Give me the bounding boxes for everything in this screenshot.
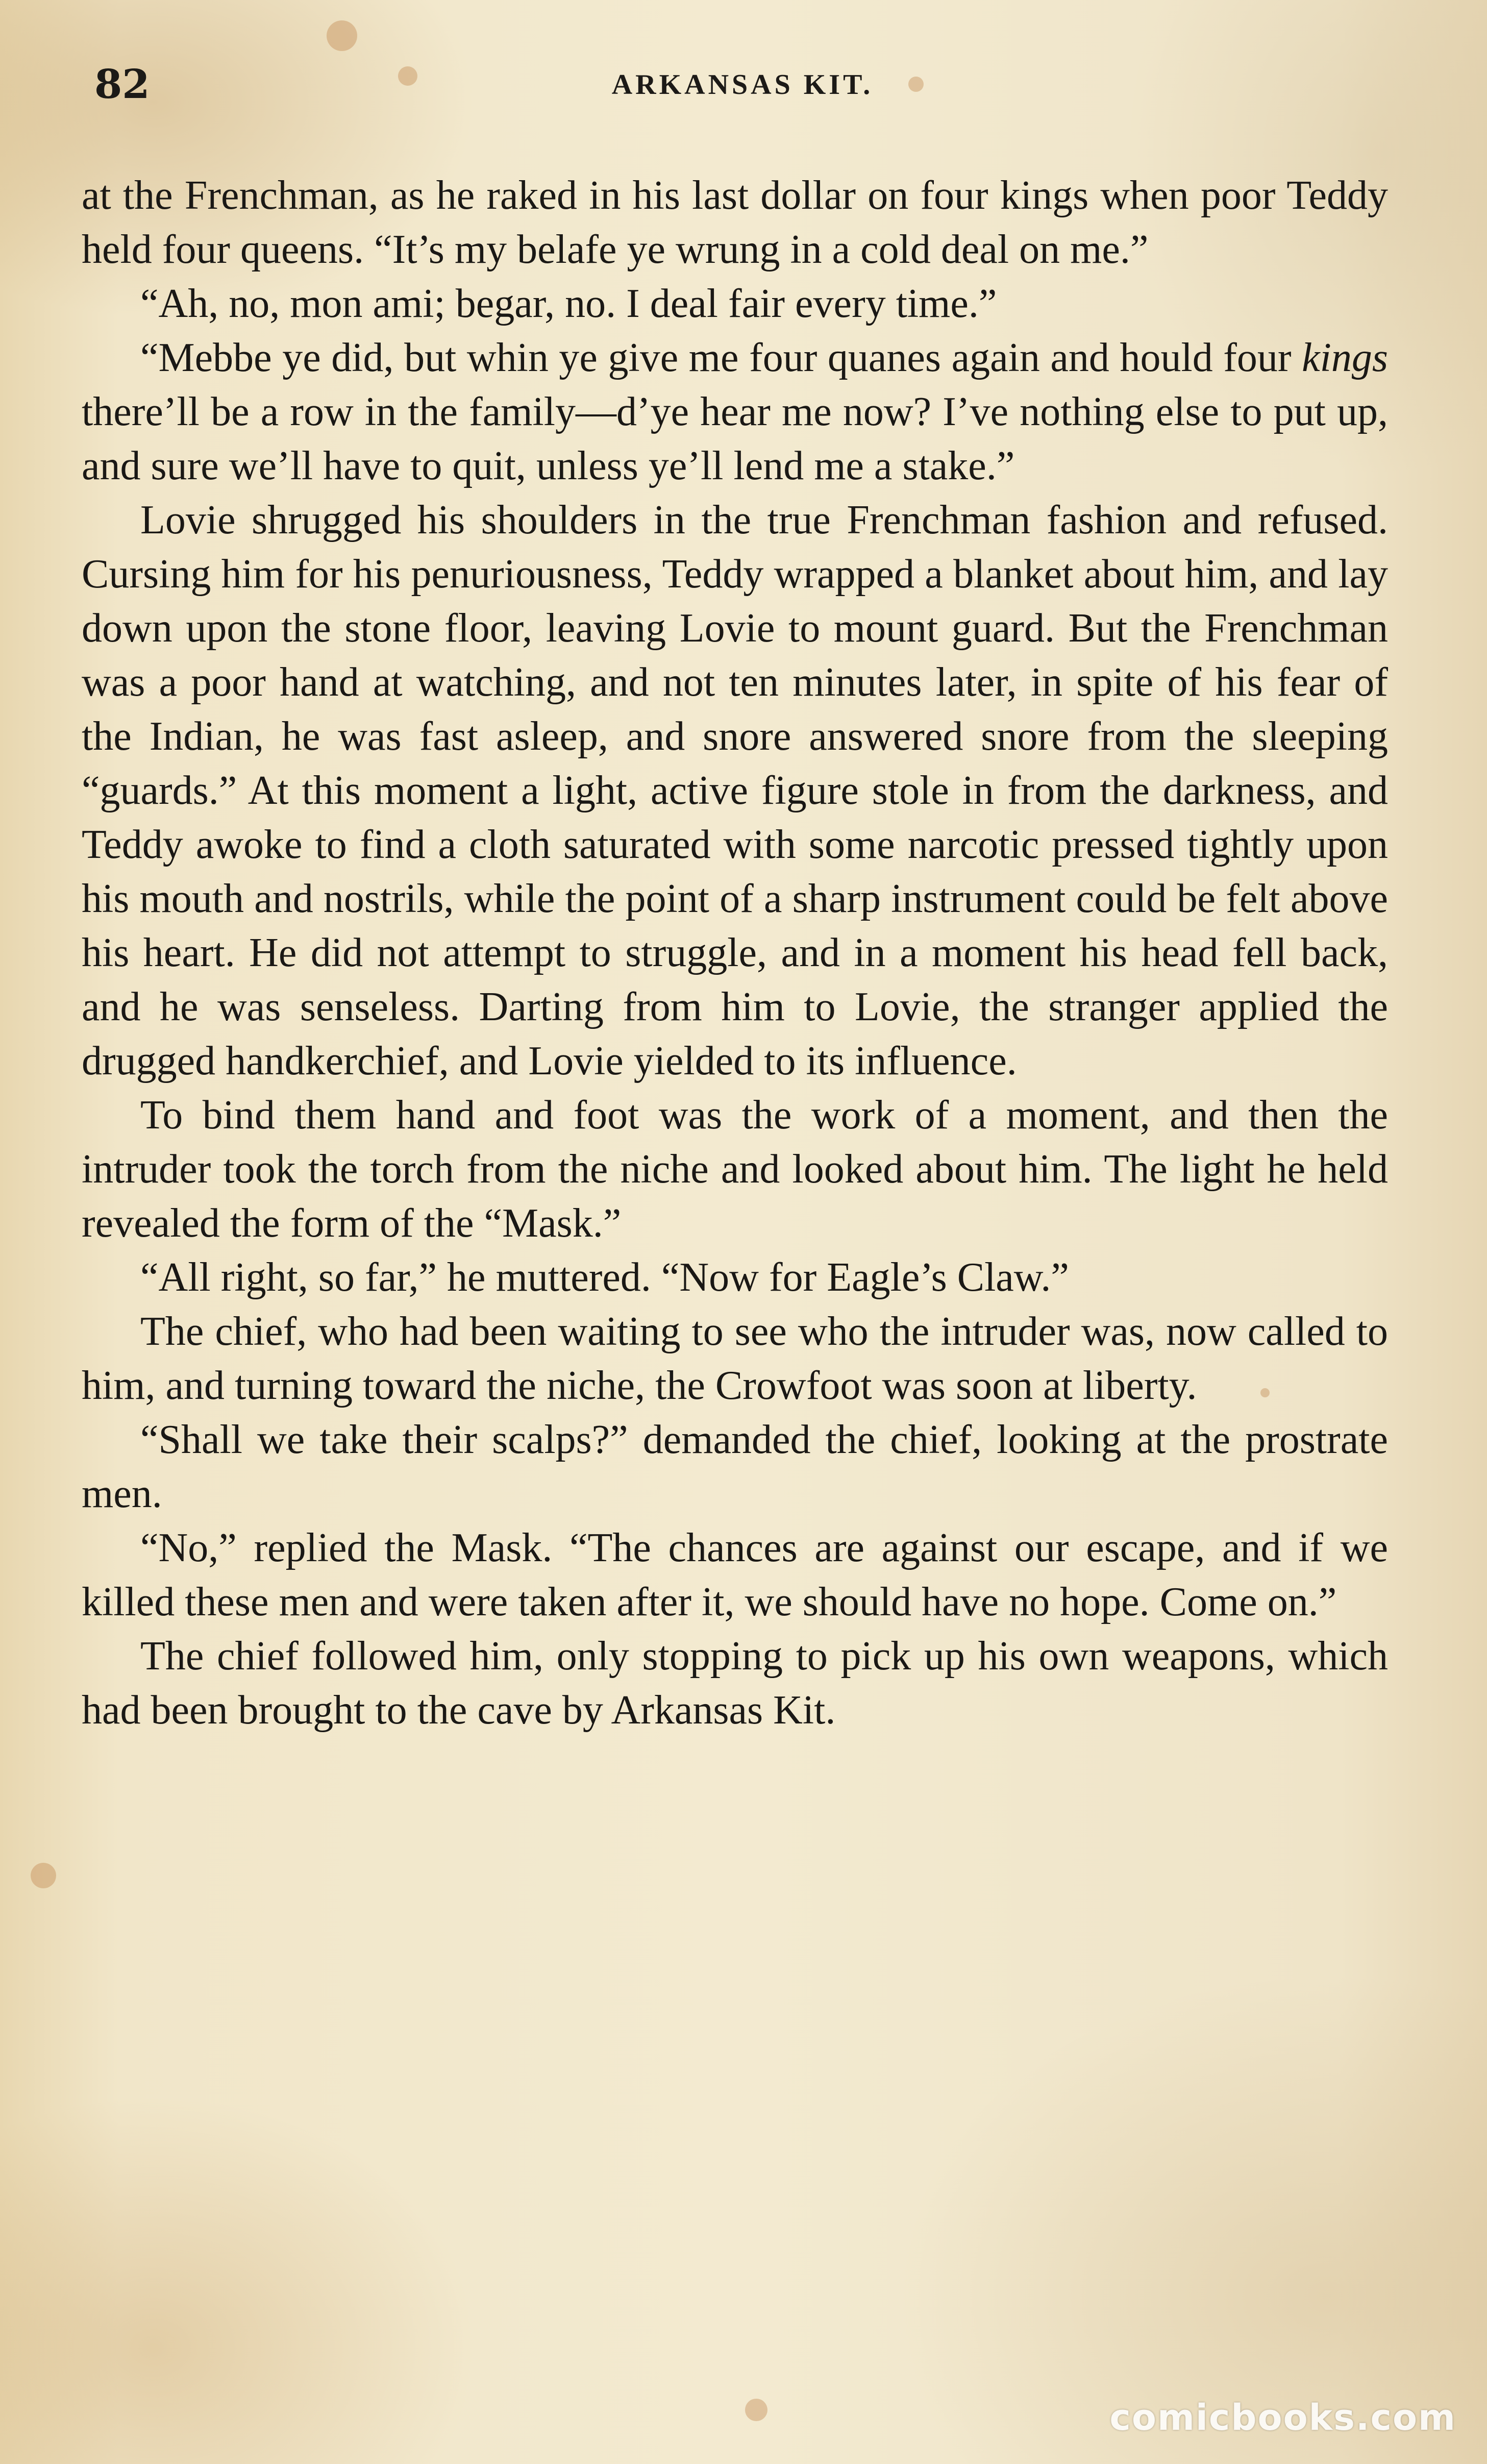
- paper-stain: [327, 20, 357, 51]
- page-number: 82: [94, 61, 150, 108]
- paragraph-text: Lovie shrugged his shoulders in the true Frenchman fashion and refused. Cursing him for his penuriousness, Teddy wrapped a blanket about him, and lay down upon the stone floor, leaving Lovie to mount guard. But the Frenchman was a poor hand at watching, and not ten minutes later, in spite of his fear of the Indian, he was fast asleep, and snore answered snore from the sleeping “guards.” At this moment a light, active figure stole in from the darkness, and Teddy awoke to find a cloth saturated with some narcotic pressed tightly upon his mouth and nostrils, while the point of a sharp instrument could be felt above his heart. He did not attempt to struggle, and in a moment his head fell back, and he was senseless. Darting from him to Lovie, the stranger applied the drugged handkerchief, and Lovie yielded to its influence.: [82, 498, 1388, 1083]
- paper-stain: [745, 2399, 767, 2421]
- watermark: comicbooks.com: [1109, 2397, 1456, 2438]
- paragraph: [82, 1629, 1388, 1737]
- paragraph: [82, 331, 1388, 493]
- paragraph: [82, 493, 1388, 1088]
- paragraph: [82, 277, 1388, 331]
- paragraph-text: “Mebbe ye did, but whin ye give me four quanes again and hould four: [140, 335, 1302, 380]
- paragraph-text: “No,” replied the Mask. “The chances are against our escape, and if we killed these men and were taken after it, we should have no hope. Come on.”: [82, 1525, 1388, 1624]
- paragraph-text: “Shall we take their scalps?” demanded the chief, looking at the prostrate men.: [82, 1417, 1388, 1516]
- body-text: [82, 168, 1388, 1737]
- paragraph-text: The chief followed him, only stopping to pick up his own weapons, which had been brought to the cave by Arkansas Kit.: [82, 1634, 1388, 1733]
- paragraph-text: at the Frenchman, as he raked in his last dollar on four kings when poor Teddy held four queens. “It’s my belafe ye wrung in a cold deal on me.”: [82, 173, 1388, 272]
- paragraph: [82, 1413, 1388, 1521]
- paragraph-text: “Ah, no, mon ami; begar, no. I deal fair every time.”: [140, 281, 997, 326]
- paragraph-text: “All right, so far,” he muttered. “Now for Eagle’s Claw.”: [140, 1255, 1069, 1300]
- paragraph: [82, 1304, 1388, 1413]
- paragraph-text: To bind them hand and foot was the work of a moment, and then the intruder took the torch from the niche and looked about him. The light he held revealed the form of the “Mask.”: [82, 1093, 1388, 1246]
- paragraph: [82, 168, 1388, 277]
- paragraph: [82, 1250, 1388, 1304]
- page-header: [89, 61, 1396, 117]
- italic-word: kings: [1302, 335, 1388, 380]
- running-title: ARKANSAS KIT.: [611, 69, 874, 101]
- paragraph: [82, 1521, 1388, 1629]
- paper-stain: [31, 1863, 56, 1888]
- paragraph: [82, 1088, 1388, 1250]
- paragraph-text: there’ll be a row in the family—d’ye hear me now? I’ve nothing else to put up, and sure we’ll have to quit, unless ye’ll lend me a stake.”: [82, 389, 1388, 488]
- paragraph-text: The chief, who had been waiting to see who the intruder was, now called to him, and turning toward the niche, the Crowfoot was soon at liberty.: [82, 1309, 1388, 1408]
